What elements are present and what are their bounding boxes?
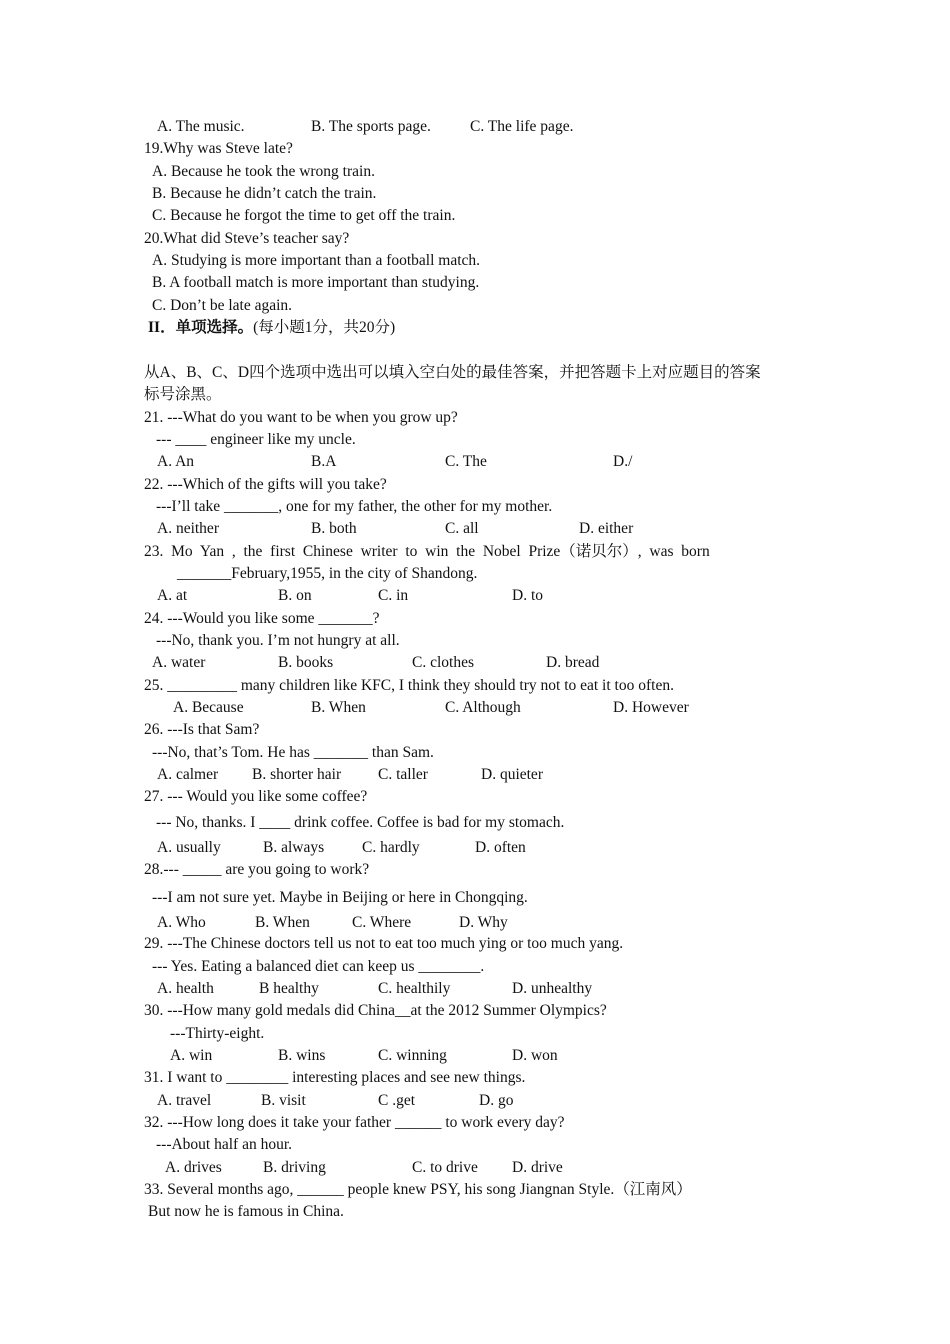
answer-option: D. bread (546, 654, 600, 671)
line-text: 24. ---Would you like some _______? (144, 610, 380, 627)
answer-option: B. shorter hair (252, 766, 342, 783)
section-note: (每小题1分，共20分) (253, 319, 396, 336)
answer-option: B.A (311, 453, 337, 470)
answer-option: A. The music. (157, 118, 245, 135)
line-text: 19.Why was Steve late? (144, 140, 293, 157)
text-line (156, 631, 400, 651)
answer-option: B. both (311, 520, 357, 537)
text-line (152, 957, 484, 977)
line-text: 27. --- Would you like some coffee? (144, 788, 368, 805)
text-line (156, 497, 552, 517)
answer-option: D. either (579, 520, 634, 537)
answer-option: A. An (157, 453, 195, 470)
line-text: 标号涂黑。 (144, 386, 222, 403)
answer-option: D. to (512, 587, 543, 604)
answer-option: C. The life page. (470, 118, 574, 135)
answer-option: D. unhealthy (512, 980, 593, 997)
line-text: 31. I want to ________ interesting places and see new things. (144, 1069, 526, 1086)
line-text: 21. ---What do you want to be when you grow up? (144, 409, 458, 426)
line-text: 20.What did Steve’s teacher say? (144, 230, 350, 247)
text-line (144, 934, 623, 954)
text-line (144, 860, 369, 880)
text-line (144, 609, 380, 629)
line-text: 30. ---How many gold medals did China__at the 2012 Summer Olympics? (144, 1002, 607, 1019)
answer-option: B. driving (263, 1159, 326, 1176)
answer-option: A. water (152, 654, 206, 671)
text-line (144, 1001, 607, 1021)
answer-option: A. Who (157, 914, 206, 931)
line-text: --- ____ engineer like my uncle. (156, 431, 356, 448)
line-text: C. Don’t be late again. (152, 297, 293, 314)
line-text: --- Yes. Eating a balanced diet can keep us ________. (152, 958, 485, 975)
line-text: B. A football match is more important than studying. (152, 274, 480, 291)
answer-option: C. taller (378, 766, 428, 783)
section-heading: II．单项选择。 (148, 319, 254, 336)
answer-option: D. often (475, 839, 526, 856)
line-text: ---Thirty-eight. (170, 1025, 265, 1042)
answer-option: B. always (263, 839, 325, 856)
line-text: 25. _________ many children like KFC, I think they should try not to eat it too often. (144, 677, 674, 694)
answer-option: A. neither (157, 520, 219, 537)
answer-option: A. travel (157, 1092, 212, 1109)
text-line (144, 363, 761, 383)
text-line (152, 206, 455, 226)
text-line (144, 787, 367, 807)
text-line (156, 813, 564, 833)
text-line (144, 676, 674, 696)
text-line (144, 1113, 565, 1133)
answer-option: D. Why (459, 914, 508, 931)
text-line (152, 184, 376, 204)
answer-option: A. win (170, 1047, 213, 1064)
answer-option: A. Because (173, 699, 244, 716)
line-text: ---About half an hour. (156, 1136, 293, 1153)
line-text: ---I am not sure yet. Maybe in Beijing or here in Chongqing. (152, 889, 528, 906)
line-text: ---No, thank you. I’m not hungry at all. (156, 632, 400, 649)
answer-option: A. health (157, 980, 214, 997)
answer-option: B. visit (261, 1092, 306, 1109)
answer-option: B healthy (259, 980, 319, 997)
answer-option: C. clothes (412, 654, 474, 671)
answer-option: C. in (378, 587, 409, 604)
answer-option: A. drives (165, 1159, 222, 1176)
text-line (144, 1068, 525, 1088)
text-line (152, 888, 528, 908)
answer-option: A. usually (157, 839, 221, 856)
line-text: A. Because he took the wrong train. (152, 163, 375, 180)
text-line (148, 318, 395, 338)
text-line (170, 1024, 264, 1044)
line-text: 从A、B、C、D四个选项中选出可以填入空白处的最佳答案，并把答题卡上对应题目的答案 (144, 364, 761, 381)
answer-option: B. When (311, 699, 366, 716)
line-text: --- No, thanks. I ____ drink coffee. Coffee is bad for my stomach. (156, 814, 565, 831)
answer-option: D. won (512, 1047, 558, 1064)
line-text: 23. Mo Yan , the first Chinese writer to win the Nobel Prize（诺贝尔）, was born (144, 543, 710, 560)
text-line (152, 296, 292, 316)
text-line (152, 743, 434, 763)
answer-option: B. wins (278, 1047, 326, 1064)
answer-option: D. However (613, 699, 689, 716)
line-text: A. Studying is more important than a football match. (152, 252, 481, 269)
text-line (156, 1135, 292, 1155)
text-line (144, 1180, 692, 1200)
answer-option: A. calmer (157, 766, 219, 783)
text-line (144, 408, 458, 428)
answer-option: D./ (613, 453, 633, 470)
text-line (144, 475, 387, 495)
answer-option: B. on (278, 587, 312, 604)
text-line (152, 251, 480, 271)
line-text: 32. ---How long does it take your father ______ to work every day? (144, 1114, 565, 1131)
answer-option: C. winning (378, 1047, 447, 1064)
answer-option: C. The (445, 453, 487, 470)
text-line (152, 273, 479, 293)
text-line (156, 430, 356, 450)
answer-option: B. When (255, 914, 310, 931)
text-line (148, 1202, 344, 1222)
line-text: _______February,1955, in the city of Shandong. (177, 565, 478, 582)
answer-option: C. Although (445, 699, 521, 716)
answer-option: D. go (479, 1092, 514, 1109)
line-text: 29. ---The Chinese doctors tell us not to eat too much ying or too much yang. (144, 935, 624, 952)
answer-option: B. The sports page. (311, 118, 431, 135)
text-line (144, 229, 349, 249)
answer-option: A. at (157, 587, 188, 604)
line-text: B. Because he didn’t catch the train. (152, 185, 377, 202)
answer-option: D. drive (512, 1159, 563, 1176)
text-line (152, 162, 375, 182)
answer-option: C. all (445, 520, 479, 537)
text-line (144, 542, 710, 562)
answer-option: C. healthily (378, 980, 451, 997)
text-line (144, 385, 222, 405)
answer-option: C .get (378, 1092, 416, 1109)
line-text: But now he is famous in China. (148, 1203, 344, 1220)
line-text: 26. ---Is that Sam? (144, 721, 260, 738)
answer-option: C. Where (352, 914, 412, 931)
line-text: ---I’ll take _______, one for my father, the other for my mother. (156, 498, 553, 515)
answer-option: B. books (278, 654, 334, 671)
line-text: 22. ---Which of the gifts will you take? (144, 476, 387, 493)
line-text: 33. Several months ago, ______ people knew PSY, his song Jiangnan Style.（江南风） (144, 1181, 692, 1198)
answer-option: C. to drive (412, 1159, 478, 1176)
text-line (144, 139, 293, 159)
text-line (177, 564, 477, 584)
line-text: C. Because he forgot the time to get off the train. (152, 207, 456, 224)
line-text: 28.--- _____ are you going to work? (144, 861, 370, 878)
answer-option: C. hardly (362, 839, 420, 856)
answer-option: D. quieter (481, 766, 543, 783)
text-line (144, 720, 259, 740)
line-text: ---No, that’s Tom. He has _______ than Sam. (152, 744, 434, 761)
